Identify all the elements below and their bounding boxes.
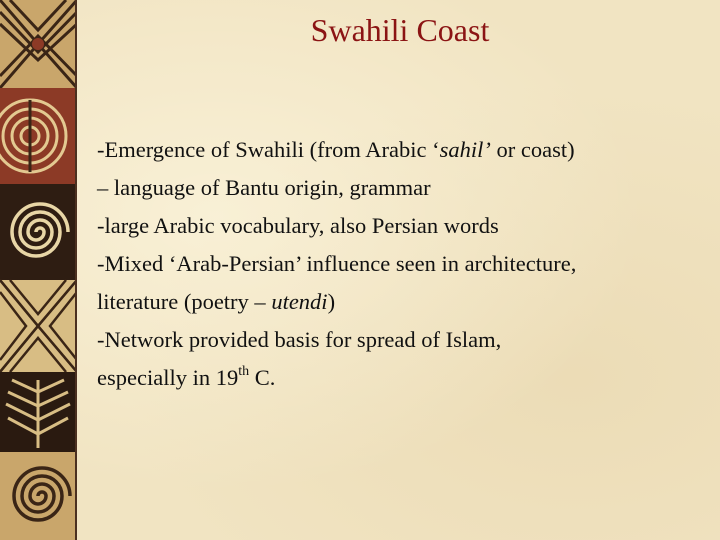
slide-body [97, 131, 707, 397]
bullet-3 [97, 245, 707, 321]
bullet-1-part-a: -Emergence of Swahili (from Arabic ‘ [97, 137, 440, 162]
bullet-3-term-utendi: utendi [271, 289, 328, 314]
concentric-diamond-icon [0, 88, 77, 184]
bullet-3-part-d: ) [327, 289, 336, 314]
bullet-1-term-sahil: sahil’ [439, 137, 491, 162]
slide-title: Swahili Coast [310, 12, 490, 48]
bullet-1-part-c: or coast) [490, 137, 575, 162]
leaf-chevron-icon [0, 372, 77, 452]
spiral-icon [0, 452, 77, 540]
african-pattern-border [0, 0, 77, 540]
spiral-icon [0, 184, 77, 280]
bullet-4-part-a: -Network provided basis for spread of Islam, [97, 327, 502, 352]
bullet-4-part-c: C. [249, 365, 276, 390]
bullet-2 [97, 207, 707, 245]
bullet-1 [97, 131, 707, 207]
bullet-2-text: -large Arabic vocabulary, also Persian words [97, 213, 499, 238]
bullet-3-part-a: -Mixed ‘Arab-Persian’ influence seen in architecture, [97, 251, 577, 276]
bullet-1-part-d: – language of Bantu origin, grammar [97, 175, 431, 200]
radiating-triangle-icon [0, 0, 77, 88]
radiating-triangle-icon [0, 280, 77, 372]
bullet-4 [97, 321, 707, 397]
bullet-3-part-b: literature (poetry – [97, 289, 272, 314]
bullet-4-part-b: especially in 19 [97, 365, 239, 390]
bullet-4-superscript: th [238, 363, 250, 379]
